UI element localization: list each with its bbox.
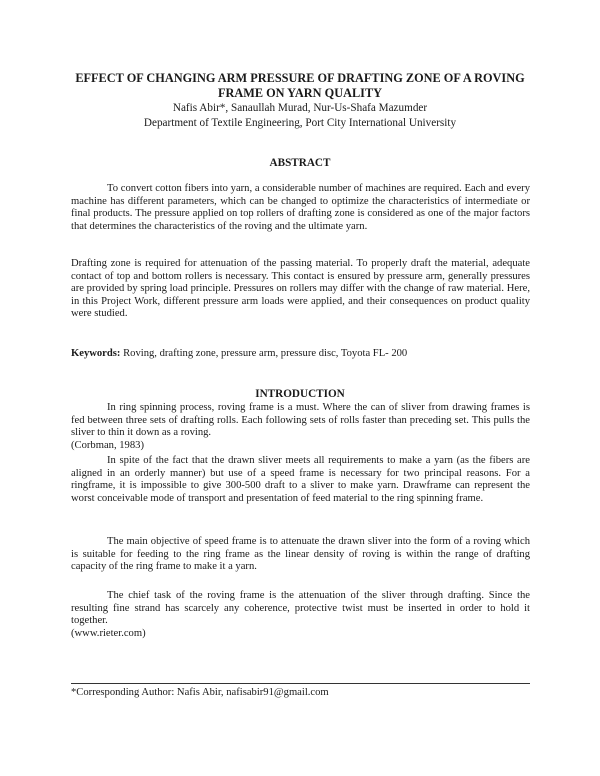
abstract-paragraph-2: Drafting zone is required for attenuation of the passing material. To properly draft the material, adequate contact of top and bottom rollers is necessary. This contact is ensured by pressure arm, generally pressures are provided by spring load principle. Pressures on rollers may differ with the change of raw material. Here, in this Project Work, different pressure arm loads were applied, and their consequences on product quality were studied.	[71, 258, 530, 319]
intro-paragraph-4: The chief task of the roving frame is the attenuation of the sliver through drafting. Since the resulting fine strand has scarcely any coherence, protective twist must be inserted in order to hold it together.	[71, 590, 530, 626]
author-list: Nafis Abir*, Sanaullah Murad, Nur-Us-Shafa Mazumder	[172, 102, 428, 114]
intro-paragraph-3: The main objective of speed frame is to attenuate the drawn sliver into the form of a roving which is suitable for feeding to the ring frame as the linear density of roving is within the range of drafting capacity of the ring frame to make it a yarn.	[71, 536, 530, 572]
affiliation: Department of Textile Engineering, Port City International University	[143, 117, 457, 129]
keywords	[71, 347, 530, 360]
intro-citation-2: (www.rieter.com)	[71, 628, 146, 639]
intro-paragraph-2: In spite of the fact that the drawn sliver meets all requirements to make a yarn (as the fibers are aligned in an orderly manner) but use of a speed frame is necessary for two principal reasons. For a ringframe, it is impossible to give 300-500 draft to a sliver to make yarn. Drawframe can represent the worst conceivable mode of transport and presentation of feed material to the ring spinning frame.	[71, 455, 530, 504]
footnote-divider	[71, 683, 530, 684]
abstract-heading: ABSTRACT	[269, 157, 331, 169]
abstract-paragraph-1: To convert cotton fibers into yarn, a considerable number of machines are required. Each and every machine has different parameters, which can be changed to optimize the characteristics of intermediate or final products. The pressure applied on top rollers of drafting zone is considered as one of the major factors that determines the characteristics of the roving and the ultimate yarn.	[71, 183, 530, 232]
introduction-heading: INTRODUCTION	[255, 388, 345, 400]
keywords-text: Roving, drafting zone, pressure arm, pressure disc, Toyota FL- 200	[120, 348, 408, 359]
intro-citation-1: (Corbman, 1983)	[71, 440, 144, 451]
paper-title: EFFECT OF CHANGING ARM PRESSURE OF DRAFTING ZONE OF A ROVING FRAME ON YARN QUALITY	[75, 71, 525, 100]
corresponding-author-footnote: *Corresponding Author: Nafis Abir, nafisabir91@gmail.com	[71, 687, 329, 698]
intro-paragraph-1: In ring spinning process, roving frame is a must. Where the can of sliver from drawing frames is fed between three sets of drafting rolls. Each following sets of rolls faster than preceding set. This pulls the sliver to thin it down as a roving.	[71, 402, 530, 438]
keywords-label: Keywords:	[71, 348, 121, 359]
